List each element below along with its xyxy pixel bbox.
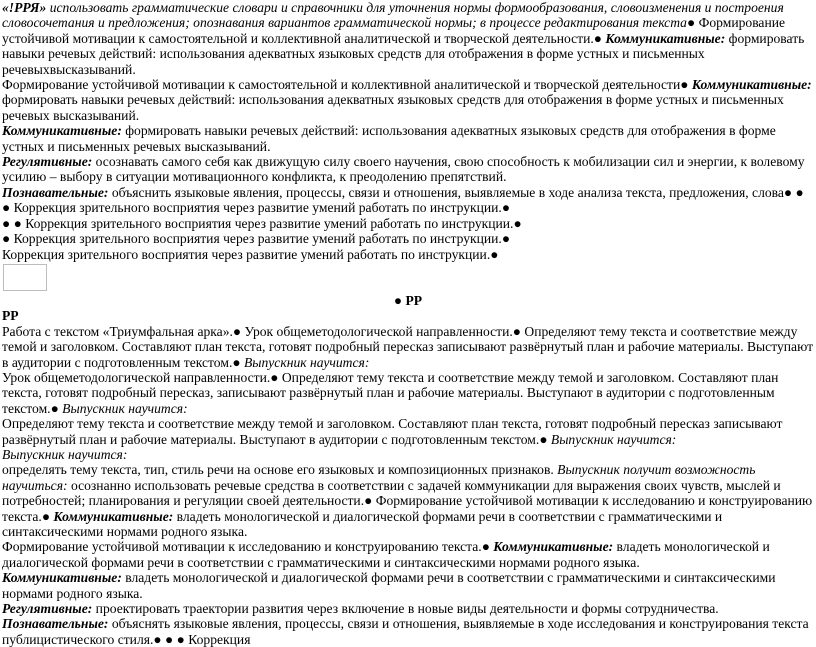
paragraph-define-text-type (2, 462, 814, 539)
cognitive-text: объяснять языковые явления, процессы, связи и отношения, выявляемые в ходе исследования и конструирования текста публицистического стиля.● ● ● Коррекция (2, 616, 809, 647)
rrya-label: «!РРЯ» (2, 0, 47, 15)
paragraph-communicative-2 (2, 570, 814, 601)
communicative-label: ● Коммуникативные: (481, 539, 614, 555)
regulative-label: Регулятивные: (2, 154, 93, 170)
define-text: определять тему текста, тип, стиль речи на основе его языковых и композиционных признаков. (2, 462, 554, 478)
communicative-text: владеть монологической и диалогической формами речи в соответствии с грамматическими и синтаксическими нормами родного языка. (2, 570, 776, 601)
empty-image-box (3, 264, 47, 291)
communicative-text: формировать навыки речевых действий: использования адекватных языковых средств для отображения в форме устных и письменных речевых высказываний. (2, 92, 784, 123)
communicative-label: ● Коммуникативные: (41, 508, 174, 524)
motivation-text: ● Формирование устойчивой мотивации к самостоятельной и коллективной аналитической и творческой деятельности. (2, 15, 786, 46)
paragraph-triumphal-arch (2, 324, 814, 370)
regulative-text: проектировать траектории развития через включение в новые виды деятельности и формы сотрудничества. (92, 601, 719, 617)
communicative-text: владеть монологической и диалогической формами речи в соответствии с грамматическими и синтаксическими нормами родного языка. (2, 539, 770, 570)
paragraph-motivation (2, 77, 814, 123)
rr-heading: РР (2, 308, 19, 324)
rrya-text: использовать грамматические словари и справочники для уточнения нормы формообразования, словоизменения и построения словосочетания и предложения; опознавания вариантов грамматической нормы; в процессе редактирования текста (2, 0, 784, 31)
communicative-label: ● Коммуникативные: (680, 77, 812, 93)
cognitive-label: Познавательные: (2, 184, 109, 200)
regulative-label: Регулятивные: (2, 601, 93, 617)
motivation-text: Формирование устойчивой мотивации к исследованию и конструированию текста. (2, 539, 482, 555)
lesson-text: Урок общеметодологической направленности.● Определяют тему текста и соответствие между темой и заголовком. Составляют план текста, готовят подробный пересказ, записывают развёрнутый план и рабочие материалы. Выступают в аудитории с подготовленным текстом. (2, 369, 779, 416)
paragraph-correction-1: ● ● Коррекция зрительного восприятия через развитие умений работать по инструкции.● (2, 215, 522, 231)
communicative-text: формировать навыки речевых действий: использования адекватных языковых средств для отображения в форме устных и письменных речевых высказываний. (2, 123, 776, 154)
cognitive-label: Познавательные: (2, 616, 109, 632)
communicative-label: Коммуникативные: (2, 123, 122, 139)
regulative-text: осознавать самого себя как движущую силу своего научения, свою способность к мобилизации сил и энергии, к волевому усилию – выбору в ситуации мотивационного конфликта, к преодолению препятствий. (2, 154, 805, 185)
graduate-will-learn-label: ● Выпускник научится: (50, 400, 188, 416)
paragraph-correction-3: Коррекция зрительного восприятия через развитие умений работать по инструкции.● (2, 246, 499, 262)
paragraph-regulative (2, 154, 814, 185)
cognitive-text: объяснить языковые явления, процессы, связи и отношения, выявляемые в ходе анализа текста, предложения, слова● ● ● Коррекция зрительного восприятия через развитие умений работать по инструкции.● (2, 184, 804, 216)
lesson-text: Определяют тему текста и соответствие между темой и заголовком. Составляют план текста, готовят подробный пересказ записывают развёрнутый план и рабочие материалы. Выступают в аудитории с подготовленным текстом. (2, 416, 783, 447)
speech-means-text: осознанно использовать речевые средства в соответствии с задачей коммуникации для выражения своих чувств, мыслей и потребностей; планирования и регуляции своей деятельности.● Формирование устойчивой мотивации к исследованию и конструированию текста. (2, 477, 813, 524)
graduate-will-learn-label: ● Выпускник научится: (539, 431, 677, 447)
motivation-text: Формирование устойчивой мотивации к самостоятельной и коллективной аналитической и творческой деятельности (2, 77, 681, 93)
paragraph-define-topic (2, 416, 814, 447)
communicative-label: Коммуникативные: (2, 570, 122, 586)
communicative-label: ● Коммуникативные: (593, 30, 726, 46)
lesson-text: Работа с текстом «Триумфальная арка».● Урок общеметодологической направленности.● Определяют тему текста и соответствие между темой и заголовком. Составляют план текста, готовят подробный пересказ записывают развёрнутый план и рабочие материалы. Выступают в аудитории с подготовленным текстом. (2, 323, 814, 370)
graduate-will-learn-line: Выпускник научится: (2, 446, 128, 462)
rr-centered-heading: ● РР (393, 292, 423, 308)
paragraph-communicative (2, 123, 814, 154)
graduate-opportunity-label: Выпускник получит возможность научиться: (2, 462, 756, 493)
paragraph-regulative-2 (2, 601, 814, 647)
paragraph-cognitive (2, 185, 814, 216)
communicative-text: формировать навыки речевых действий: использования адекватных языковых средств для отображения в форме устных и письменных речевыхвысказываний. (2, 30, 805, 77)
communicative-text: владеть монологической и диалогической формами речи в соответствии с грамматическими и синтаксическими нормами родного языка. (2, 508, 723, 539)
paragraph-research-motivation (2, 539, 814, 570)
paragraph-correction-2: ● Коррекция зрительного восприятия через развитие умений работать по инструкции.● (2, 231, 511, 247)
graduate-will-learn-label: ● Выпускник научится: (232, 354, 370, 370)
paragraph-rrya (2, 0, 814, 77)
paragraph-lesson (2, 370, 814, 416)
